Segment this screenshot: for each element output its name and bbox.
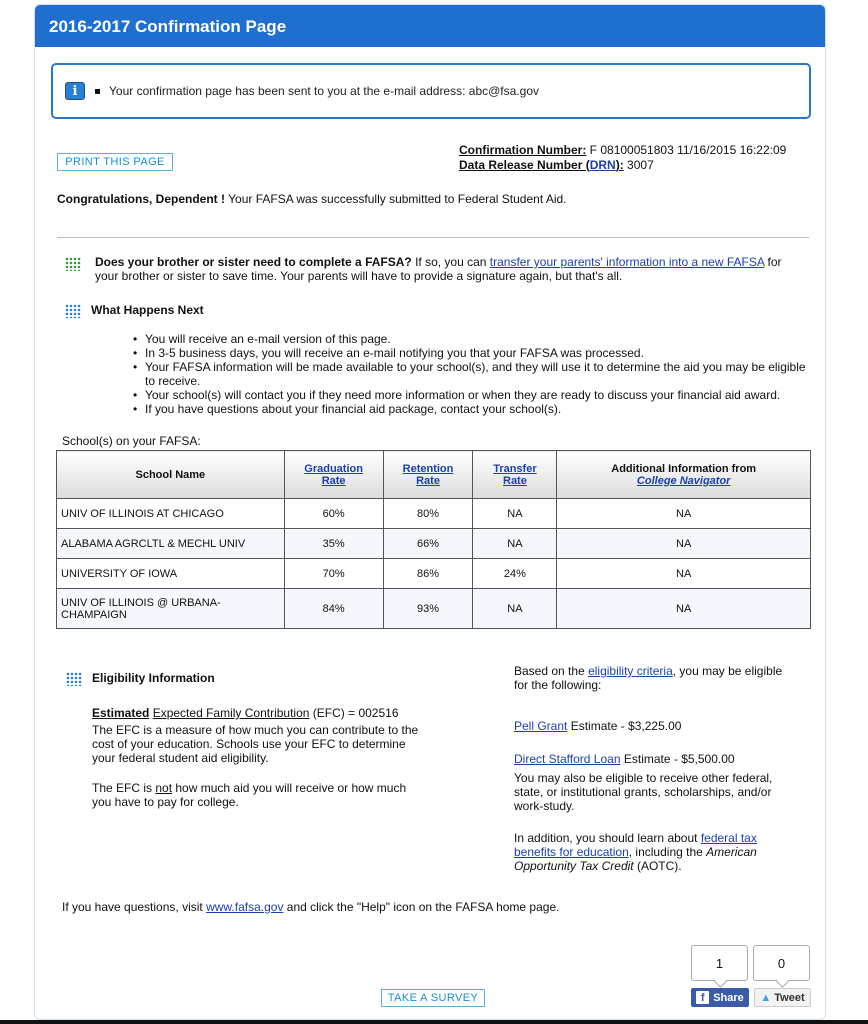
tax-benefits-text: In addition, you should learn about federal tax benefits for education, including the American Opportunity Tax Credit (AOTC). xyxy=(514,831,757,873)
info-icon: i xyxy=(65,82,85,100)
tax-benefits-link[interactable]: federal tax benefits for education xyxy=(514,831,757,859)
tweet-button[interactable] xyxy=(754,988,811,1007)
additional-info-cell: NA xyxy=(557,559,811,589)
confirmation-number-value: F 08100051803 11/16/2015 16:22:09 xyxy=(586,143,787,157)
sibling-text-2: for your brother or sister to save time. Your parents will have to provide a signature again, but that's all. xyxy=(95,255,782,283)
efc-estimated-label: Estimated xyxy=(92,706,150,720)
additional-info-cell: NA xyxy=(557,499,811,529)
additional-info-cell: NA xyxy=(557,589,811,629)
school-name-cell: UNIV OF ILLINOIS AT CHICAGO xyxy=(57,499,285,529)
what-happens-next-heading xyxy=(65,303,204,318)
graduation-rate-cell: 84% xyxy=(284,589,383,629)
bottom-edge xyxy=(0,1020,868,1024)
page-header xyxy=(35,5,825,47)
congrats-message xyxy=(57,192,567,206)
what-happens-next-list xyxy=(133,332,813,416)
stafford-loan-estimate: Direct Stafford Loan Estimate - $5,500.00 xyxy=(514,752,735,766)
sibling-question: Does your brother or sister need to complete a FAFSA? xyxy=(95,255,412,269)
col-retention-rate xyxy=(383,451,473,499)
graduation-rate-cell: 35% xyxy=(284,529,383,559)
drn-label-prefix: Data Release Number ( xyxy=(459,158,590,172)
eligibility-heading xyxy=(66,671,215,686)
what-happens-next-title: What Happens Next xyxy=(91,303,204,317)
eligibility-criteria-text: Based on the eligibility criteria, you may be eligible for the following: xyxy=(514,664,783,692)
retention-rate-cell: 93% xyxy=(383,589,473,629)
graduation-rate-link[interactable]: Graduation Rate xyxy=(304,462,363,487)
not-emphasis: not xyxy=(155,781,173,795)
drn-value: 3007 xyxy=(623,158,654,172)
share-label: Share xyxy=(713,991,744,1004)
efc-description: The EFC is a measure of how much you can contribute to the cost of your education. Schools use your EFC to determine your federal student aid eligibility. xyxy=(92,723,419,765)
transfer-info-link[interactable]: transfer your parents' information into a new FAFSA xyxy=(489,255,765,269)
school-name-cell: ALABAMA AGRCLTL & MECHL UNIV xyxy=(57,529,285,559)
congrats-bold: Congratulations, Dependent ! xyxy=(57,192,225,206)
col-graduation-rate xyxy=(284,451,383,499)
transfer-rate-cell: NA xyxy=(473,499,557,529)
transfer-rate-cell: NA xyxy=(473,589,557,629)
graduation-rate-cell: 60% xyxy=(284,499,383,529)
efc-value xyxy=(92,706,399,720)
transfer-rate-cell: 24% xyxy=(473,559,557,589)
fafsa-website-link[interactable]: www.fafsa.gov xyxy=(206,900,284,914)
list-item: • If you have questions about your financial aid package, contact your school(s). xyxy=(133,402,813,416)
notice-text: Your confirmation page has been sent to you at the e-mail address: abc@fsa.gov xyxy=(109,84,539,98)
twitter-bird-icon: ▲ xyxy=(760,991,772,1004)
facebook-icon: f xyxy=(696,991,709,1004)
take-survey-button[interactable]: TAKE A SURVEY xyxy=(381,989,485,1007)
additional-info-cell: NA xyxy=(557,529,811,559)
green-grid-icon xyxy=(65,257,81,271)
blue-grid-icon xyxy=(65,304,81,318)
drn-link[interactable]: DRN xyxy=(589,158,616,172)
efc-link[interactable]: Expected Family Contribution xyxy=(152,706,310,720)
print-page-button[interactable]: PRINT THIS PAGE xyxy=(57,153,173,171)
confirmation-info xyxy=(459,143,786,173)
table-row xyxy=(57,499,811,529)
table-header-row xyxy=(57,451,811,499)
table-row xyxy=(57,559,811,589)
confirmation-number-label: Confirmation Number: xyxy=(459,143,587,157)
pell-grant-estimate: Pell Grant Estimate - $3,225.00 xyxy=(514,719,682,733)
school-name-cell: UNIVERSITY OF IOWA xyxy=(57,559,285,589)
facebook-share-button[interactable] xyxy=(691,988,749,1007)
divider xyxy=(57,237,809,238)
bullet-square-icon xyxy=(95,89,100,94)
list-item: • Your school(s) will contact you if they need more information or when they are ready to discuss your financial aid award. xyxy=(133,388,813,402)
table-row xyxy=(57,529,811,559)
efc-note: The EFC is not how much aid you will receive or how much you have to pay for college. xyxy=(92,781,407,809)
stafford-loan-link[interactable]: Direct Stafford Loan xyxy=(514,752,621,766)
col-additional-info: Additional Information from College Navigator xyxy=(557,451,811,499)
tweet-count-bubble: 0 xyxy=(753,945,810,981)
eligibility-title: Eligibility Information xyxy=(92,671,215,685)
sibling-fafsa-section xyxy=(65,255,805,283)
school-name-cell: UNIV OF ILLINOIS @ URBANA-CHAMPAIGN xyxy=(57,589,285,629)
page-title: 2016-2017 Confirmation Page xyxy=(49,17,287,36)
list-item: • In 3-5 business days, you will receive an e-mail notifying you that your FAFSA was processed. xyxy=(133,346,813,360)
list-item: • You will receive an e-mail version of this page. xyxy=(133,332,813,346)
retention-rate-cell: 80% xyxy=(383,499,473,529)
share-count-bubble: 1 xyxy=(691,945,748,981)
other-aid-text: You may also be eligible to receive other federal, state, or institutional grants, scholarships, and/or work-study. xyxy=(514,771,773,813)
retention-rate-link[interactable]: Retention Rate xyxy=(402,462,454,487)
schools-table xyxy=(56,450,811,629)
schools-label: School(s) on your FAFSA: xyxy=(62,434,201,448)
drn-label-suffix: ): xyxy=(615,158,624,172)
graduation-rate-cell: 70% xyxy=(284,559,383,589)
transfer-rate-cell: NA xyxy=(473,529,557,559)
college-navigator-link[interactable]: College Navigator xyxy=(636,474,731,487)
tweet-label: Tweet xyxy=(774,991,805,1004)
col-transfer-rate xyxy=(473,451,557,499)
table-row xyxy=(57,589,811,629)
congrats-text: Your FAFSA was successfully submitted to Federal Student Aid. xyxy=(225,192,567,206)
blue-grid-icon xyxy=(66,672,82,686)
pell-grant-link[interactable]: Pell Grant xyxy=(514,719,568,733)
confirmation-notice xyxy=(51,63,811,119)
efc-rest: (EFC) = 002516 xyxy=(309,706,399,720)
retention-rate-cell: 66% xyxy=(383,529,473,559)
list-item: • Your FAFSA information will be made available to your school(s), and they will use it to determine the aid you may be eligible to receive. xyxy=(133,360,813,388)
transfer-rate-link[interactable]: Transfer Rate xyxy=(493,462,537,487)
sibling-text-1: If so, you can xyxy=(411,255,490,269)
eligibility-criteria-link[interactable]: eligibility criteria xyxy=(588,664,673,678)
retention-rate-cell: 86% xyxy=(383,559,473,589)
col-school-name: School Name xyxy=(57,451,285,499)
help-text: If you have questions, visit www.fafsa.gov and click the "Help" icon on the FAFSA home page. xyxy=(62,900,560,914)
